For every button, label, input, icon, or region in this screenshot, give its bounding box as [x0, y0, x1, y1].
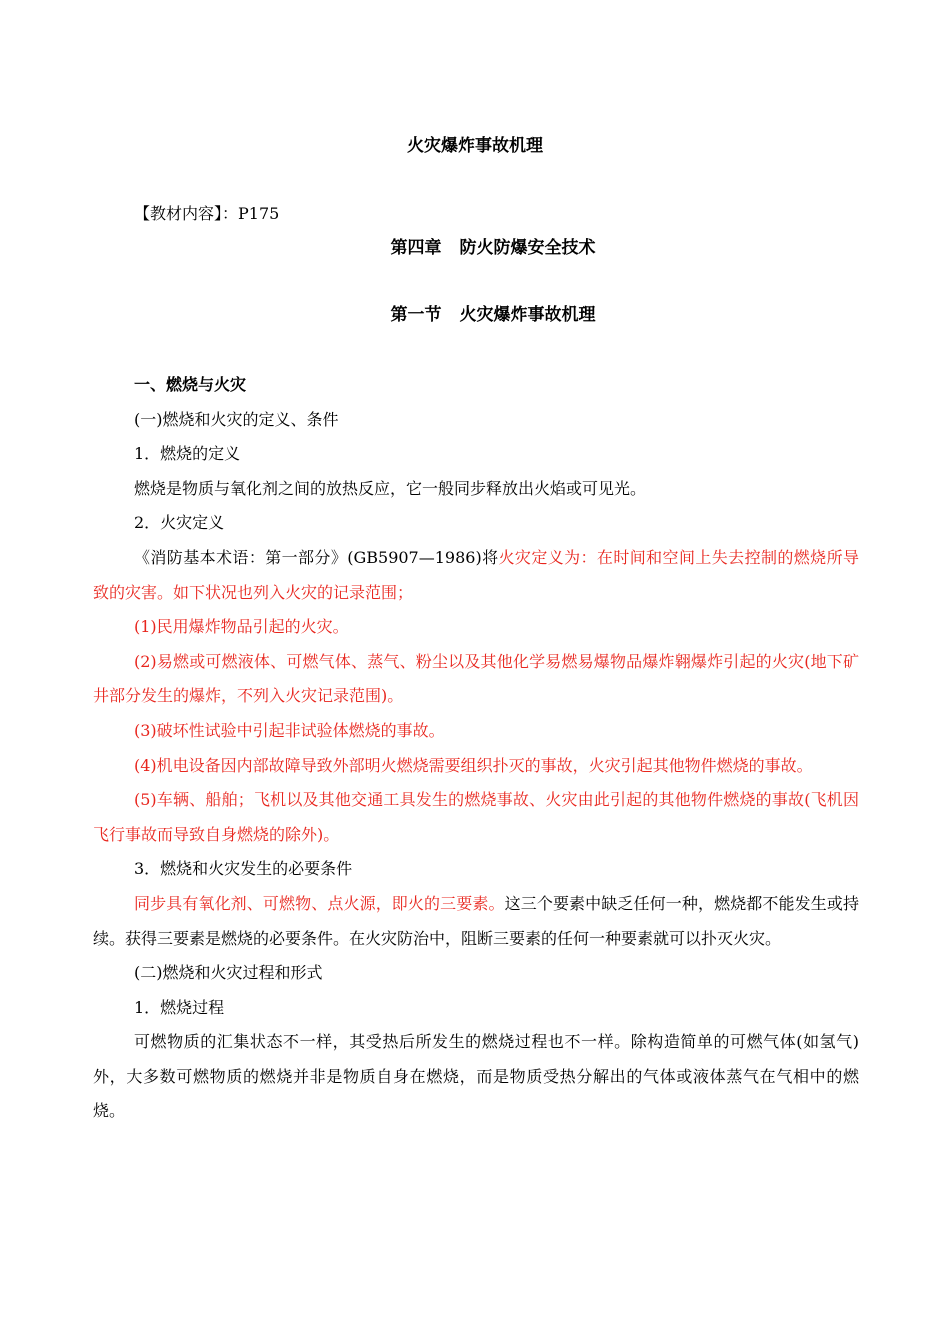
three-elements-highlight: 同步具有氧化剂、可燃物、点火源，即火的三要素。: [134, 893, 505, 913]
item-combustion-process: 1．燃烧过程: [134, 997, 225, 1017]
list-item-2: (2)易燃或可燃液体、可燃气体、蒸气、粉尘以及其他化学易燃易爆物品爆炸翱爆炸引起的火灾(地下矿井部分发生的爆炸，不列入火灾记录范围)。: [93, 651, 859, 706]
list-item-4: (4)机电设备因内部故障导致外部明火燃烧需要组织扑灭的事故，火灾引起其他物件燃烧的事故。: [134, 755, 813, 775]
item-necessary-conditions: 3．燃烧和火灾发生的必要条件: [134, 859, 353, 879]
section-heading: [0, 303, 950, 327]
list-item-1: (1)民用爆炸物品引起的火灾。: [134, 617, 349, 637]
paragraph-combustion-definition: 燃烧是物质与氧化剂之间的放热反应，它一般同步释放出火焰或可见光。: [134, 478, 647, 498]
subheading-process-and-forms: (二)燃烧和火灾过程和形式: [134, 963, 323, 983]
chapter-title: 防火防爆安全技术: [459, 238, 596, 258]
document-body: [93, 368, 859, 1129]
heading-combustion-and-fire: 一、燃烧与火灾: [134, 375, 247, 394]
paragraph-necessary-conditions: [93, 887, 859, 956]
section-title: 火灾爆炸事故机理: [459, 305, 596, 325]
document-title: 火灾爆炸事故机理: [407, 136, 543, 156]
list-item-3: (3)破坏性试验中引起非试验体燃烧的事故。: [134, 720, 445, 740]
paragraph-fire-definition: [93, 541, 859, 610]
list-item-5: (5)车辆、船舶；飞机以及其他交通工具发生的燃烧事故、火灾由此引起的其他物件燃烧的事故(飞机因飞行事故而导致自身燃烧的除外)。: [93, 790, 859, 844]
item-combustion-definition: 1．燃烧的定义: [134, 444, 241, 464]
paragraph-combustion-process: 可燃物质的汇集状态不一样，其受热后所发生的燃烧过程也不一样。除构造简单的可燃气体(如氢气)外，大多数可燃物质的燃烧并非是物质自身在燃烧，而是物质受热分解出的气体或液体蒸气在气相中的燃烧。: [93, 1032, 859, 1121]
three-elements-explanation: 这三个要素中缺乏任何一种，燃烧都不能发生或持续。获得三要素是燃烧的必要条件。在火灾防治中，阻断三要素的任何一种要素就可以扑灭火灾。: [93, 893, 859, 948]
subheading-definitions: (一)燃烧和火灾的定义、条件: [134, 409, 339, 429]
fire-definition-highlight: 火灾定义为：在时间和空间上失去控制的燃烧所导致的灾害。如下状况也列入火灾的记录范围；: [93, 547, 859, 602]
section-number: 第一节: [390, 305, 442, 325]
textbook-reference: 【教材内容】：P175: [134, 204, 280, 223]
item-fire-definition: 2．火灾定义: [134, 513, 225, 533]
fire-definition-source: 《消防基本术语：第一部分》(GB5907—1986)将: [134, 547, 499, 567]
chapter-number: 第四章: [390, 238, 442, 258]
chapter-heading: [0, 236, 950, 260]
